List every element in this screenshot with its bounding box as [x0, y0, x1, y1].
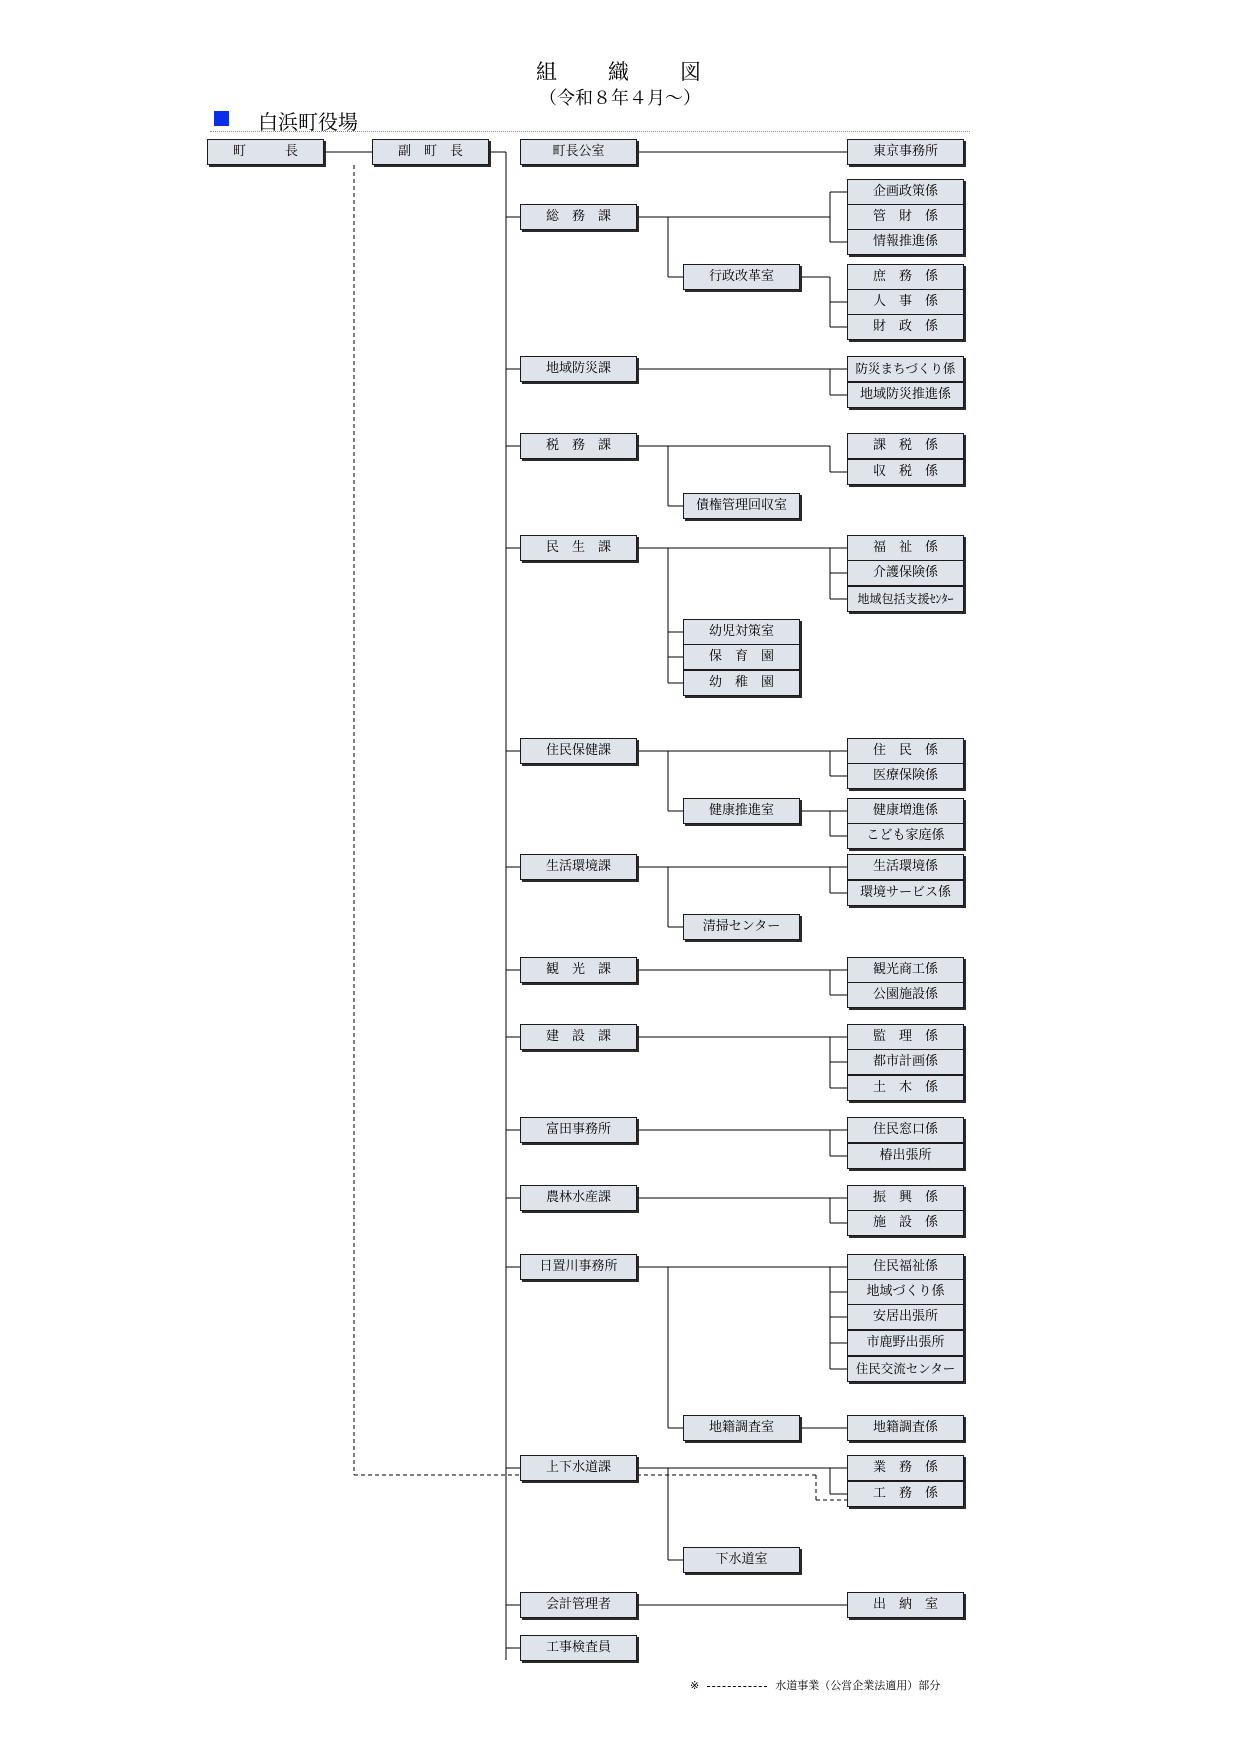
unit-cadastral-survey: 地籍調査係	[847, 1415, 964, 1441]
dept-water-sewer: 上下水道課	[520, 1455, 637, 1481]
unit-information: 情報推進係	[847, 229, 964, 255]
unit-tax-assessment: 課 税 係	[847, 433, 964, 459]
office-admin-reform: 行政改革室	[683, 264, 800, 290]
dept-general-affairs: 総 務 課	[520, 204, 637, 230]
dept-living-environment: 生活環境課	[520, 854, 637, 880]
office-health-promotion: 健康推進室	[683, 798, 800, 824]
dept-agriculture: 農林水産課	[520, 1185, 637, 1211]
dept-accounting-manager: 会計管理者	[520, 1592, 637, 1618]
office-child-measures: 幼児対策室	[683, 619, 800, 645]
unit-park-facilities: 公園施設係	[847, 982, 964, 1008]
unit-resident-welfare: 住民福祉係	[847, 1254, 964, 1280]
unit-resident-counter: 住民窓口係	[847, 1117, 964, 1143]
unit-cashier-office: 出 納 室	[847, 1592, 964, 1618]
dept-tonda-office: 富田事務所	[520, 1117, 637, 1143]
dept-hikigawa-office: 日置川事務所	[520, 1254, 637, 1280]
office-sewerage: 下水道室	[683, 1547, 800, 1573]
unit-ichikano-branch: 市鹿野出張所	[847, 1330, 964, 1356]
unit-care-insurance: 介護保険係	[847, 560, 964, 586]
deputy-mayor-box: 副 町 長	[372, 139, 489, 165]
chart-subtitle: （令和８年４月～）	[539, 88, 701, 109]
unit-urban-planning: 都市計画係	[847, 1049, 964, 1075]
unit-child-family: こども家庭係	[847, 823, 964, 849]
dept-mayors-office: 町長公室	[520, 139, 637, 165]
dept-construction: 建 設 課	[520, 1024, 637, 1050]
note-prefix: ※	[690, 1679, 700, 1692]
office-cadastral-survey: 地籍調査室	[683, 1415, 800, 1441]
dept-tourism: 観 光 課	[520, 957, 637, 983]
unit-community-support-center: 地域包括支援ｾﾝﾀｰ	[847, 586, 964, 612]
unit-tax-collection: 収 税 係	[847, 459, 964, 485]
dept-construction-inspector: 工事検査員	[520, 1635, 637, 1661]
unit-personnel: 人 事 係	[847, 289, 964, 315]
unit-planning-policy: 企画政策係	[847, 179, 964, 205]
office-nursery: 保 育 園	[683, 644, 800, 670]
dept-taxation: 税 務 課	[520, 433, 637, 459]
unit-tokyo-office: 東京事務所	[847, 139, 964, 165]
unit-community-building: 地域づくり係	[847, 1279, 964, 1305]
dept-welfare: 民 生 課	[520, 535, 637, 561]
dept-disaster-prevention: 地域防災課	[520, 356, 637, 382]
unit-operations: 業 務 係	[847, 1455, 964, 1481]
legend-note	[690, 1677, 940, 1693]
unit-finance: 財 政 係	[847, 314, 964, 340]
unit-tsubaki-branch: 椿出張所	[847, 1143, 964, 1169]
chart-title: 組 織 図	[536, 60, 704, 84]
dept-resident-health: 住民保健課	[520, 738, 637, 764]
unit-resident-exchange-center: 住民交流センター	[847, 1356, 964, 1382]
mayor-box: 町 長	[207, 139, 324, 165]
unit-ago-branch: 安居出張所	[847, 1304, 964, 1330]
unit-living-environment: 生活環境係	[847, 854, 964, 880]
office-debt-recovery: 債権管理回収室	[683, 493, 800, 519]
note-text: 水道事業（公営企業法適用）部分	[775, 1679, 941, 1692]
unit-regional-disaster: 地域防災推進係	[847, 382, 964, 408]
unit-promotion: 振 興 係	[847, 1185, 964, 1211]
unit-welfare: 福 祉 係	[847, 535, 964, 561]
unit-tourism-commerce: 観光商工係	[847, 957, 964, 983]
unit-general-services: 庶 務 係	[847, 264, 964, 290]
organization-name: 白浜町役場	[258, 110, 358, 134]
unit-medical-insurance: 医療保険係	[847, 763, 964, 789]
office-cleaning-center: 清掃センター	[683, 914, 800, 940]
unit-supervision: 監 理 係	[847, 1024, 964, 1050]
unit-disaster-community: 防災まちづくり係	[847, 356, 964, 382]
dashed-line-legend-icon	[707, 1686, 767, 1687]
unit-environment-service: 環境サービス係	[847, 880, 964, 906]
unit-health-improvement: 健康増進係	[847, 798, 964, 824]
office-kindergarten: 幼 稚 園	[683, 670, 800, 696]
unit-property: 管 財 係	[847, 204, 964, 230]
unit-residents: 住 民 係	[847, 738, 964, 764]
unit-facilities: 施 設 係	[847, 1210, 964, 1236]
unit-engineering: 工 務 係	[847, 1481, 964, 1507]
unit-civil-engineering: 土 木 係	[847, 1075, 964, 1101]
